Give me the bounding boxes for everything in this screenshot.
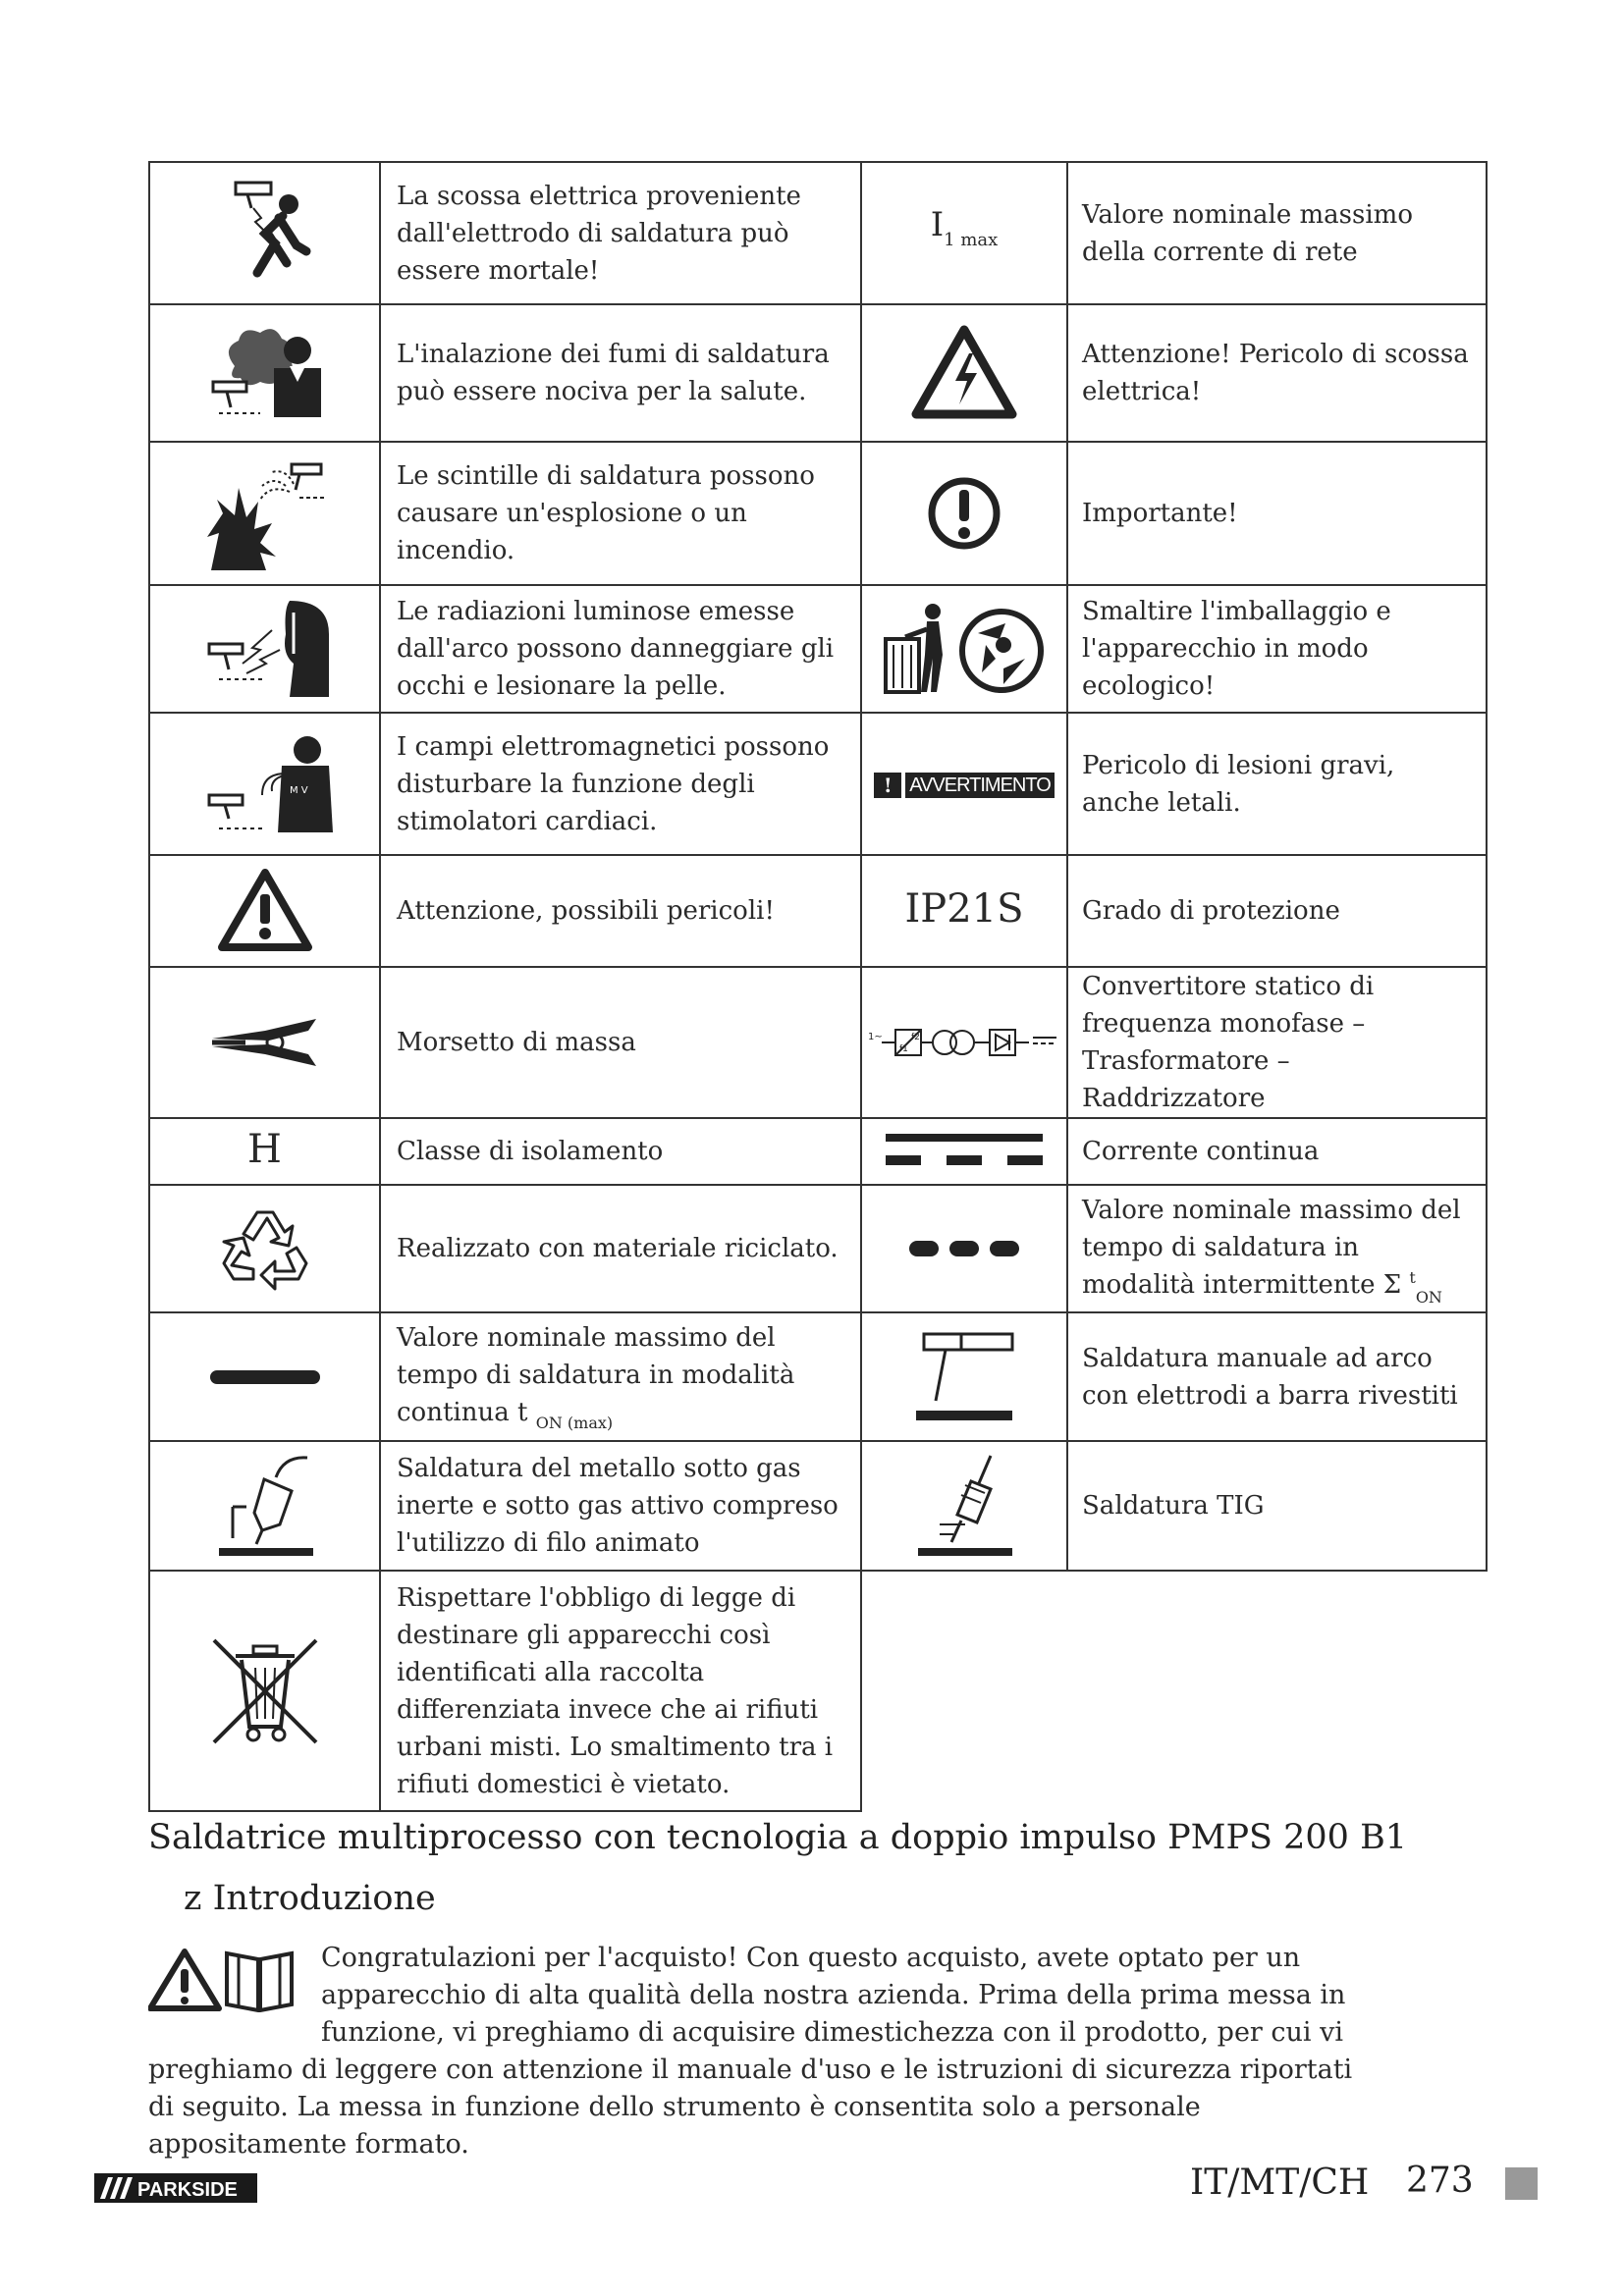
symbol-description: Rispettare l'obbligo di legge di destinare gli apparecchi così identificati alla raccolta differenziata invece che ai rifiuti urbani misti. Lo smaltimento tra i rifiuti domestici è vietato. — [380, 1571, 861, 1811]
welding-fumes-icon — [191, 319, 339, 427]
mma-welding-icon — [910, 1328, 1018, 1426]
section-subtitle: z Introduzione — [184, 1879, 436, 1918]
frequency-converter-icon — [866, 1018, 1062, 1067]
symbol-description: Grado di protezione — [1067, 855, 1487, 967]
page-marker — [1505, 2167, 1538, 2200]
diagram-label: f2 — [911, 1033, 920, 1042]
section-title: Saldatrice multiprocesso con tecnologia a doppio impulso PMPS 200 B1 — [148, 1818, 1408, 1857]
symbol-description: Le scintille di saldatura possono causare un'esplosione o un incendio. — [380, 442, 861, 585]
symbol-description: Attenzione, possibili pericoli! — [380, 855, 861, 967]
manual-book-icon — [227, 1953, 292, 2010]
symbol-description: L'inalazione dei fumi di saldatura può essere nociva per la salute. — [380, 304, 861, 442]
symbol-cell — [149, 162, 380, 304]
diagram-label: f1 — [899, 1044, 908, 1054]
symbol-description: Valore nominale massimo della corrente di rete — [1067, 162, 1487, 304]
ground-clamp-icon — [206, 1013, 324, 1072]
svg-text:M V: M V — [289, 784, 308, 796]
table-row — [149, 585, 1487, 713]
table-row — [149, 162, 1487, 304]
i1max-symbol: $I_{1 max}$ — [930, 204, 999, 250]
symbol-description: Corrente continua — [1067, 1118, 1487, 1185]
symbol-description: Pericolo di lesioni gravi, anche letali. — [1067, 713, 1487, 855]
important-exclamation-icon — [925, 474, 1003, 553]
mig-mag-welding-icon — [211, 1452, 319, 1560]
recycle-icon — [218, 1204, 312, 1293]
svg-text:PARKSIDE: PARKSIDE — [137, 2179, 238, 2201]
symbol-description: Saldatura manuale ad arco con elettrodi a barra rivestiti — [1067, 1312, 1487, 1441]
arc-radiation-icon — [191, 595, 339, 703]
symbol-description: Classe di isolamento — [380, 1118, 861, 1185]
symbol-description: Attenzione! Pericolo di scossa elettrica! — [1067, 304, 1487, 442]
eco-disposal-icon — [876, 600, 1053, 698]
table-row — [149, 1118, 1487, 1185]
warning-label: AVVERTIMENTO — [905, 773, 1055, 798]
symbol-description: I campi elettromagnetici possono disturbare la funzione degli stimolatori cardiaci. — [380, 713, 861, 855]
direct-current-icon — [881, 1130, 1048, 1173]
general-warning-icon — [216, 867, 314, 955]
symbol-description: Valore nominale massimo del tempo di saldatura in modalità continua t $_{ON (max)}$ — [380, 1312, 861, 1441]
symbols-table — [148, 161, 1488, 1812]
symbol-description: Morsetto di massa — [380, 967, 861, 1118]
symbol-description: Realizzato con materiale riciclato. — [380, 1185, 861, 1312]
high-voltage-warning-icon — [910, 324, 1018, 422]
warning-badge — [874, 773, 1055, 798]
symbol-description: Le radiazioni luminose emesse dall'arco possono danneggiare gli occhi e lesionare la pelle. — [380, 585, 861, 713]
warning-triangle-icon: ! — [874, 773, 901, 798]
crossed-bin-icon — [206, 1632, 324, 1750]
electric-shock-electrode-icon — [206, 175, 324, 293]
table-row — [149, 1571, 1487, 1811]
ip-rating-symbol: IP21S — [904, 885, 1024, 932]
table-row — [149, 442, 1487, 585]
symbol-description: Importante! — [1067, 442, 1487, 585]
tig-welding-icon — [910, 1452, 1018, 1560]
intermittent-welding-icon — [905, 1237, 1023, 1260]
table-row — [149, 713, 1487, 855]
intro-icons — [148, 1940, 321, 2048]
table-row — [149, 1441, 1487, 1571]
diagram-label: 1~ — [868, 1032, 883, 1042]
warning-triangle-icon — [150, 1951, 219, 2008]
symbol-description: Valore nominale massimo del tempo di saldatura in modalità intermittente Σ $^t_{ON}$ — [1067, 1185, 1487, 1312]
insulation-class-symbol: H — [247, 1126, 282, 1172]
symbol-cell — [861, 162, 1067, 304]
sparks-explosion-icon — [201, 454, 329, 572]
symbol-description: Saldatura del metallo sotto gas inerte e sotto gas attivo compreso l'utilizzo di filo animato — [380, 1441, 861, 1571]
table-row — [149, 967, 1487, 1118]
intro-paragraph: Congratulazioni per l'acquisto! Con questo acquisto, avete optato per un apparecchio di alta qualità della nostra azienda. Prima della prima messa in funzione, vi preghiamo di acquisire dimestichezza con il prodotto, per cui vi preghiamo di leggere con attenzione il manuale d'uso e le istruzioni di sicurezza riportati di seguito. La messa in funzione dello strumento è consentita solo a personale appositamente formato. — [148, 1940, 1385, 2163]
symbol-description: Saldatura TIG — [1067, 1441, 1487, 1571]
parkside-logo — [94, 2173, 257, 2203]
continuous-welding-icon — [206, 1365, 324, 1389]
page-number: 273 — [1406, 2161, 1474, 2201]
footer-language: IT/MT/CH — [1190, 2163, 1370, 2203]
table-row — [149, 1185, 1487, 1312]
table-row — [149, 1312, 1487, 1441]
table-row — [149, 304, 1487, 442]
symbol-description: La scossa elettrica proveniente dall'elettrodo di saldatura può essere mortale! — [380, 162, 861, 304]
electromagnetic-field-icon — [191, 730, 339, 838]
table-row — [149, 855, 1487, 967]
symbol-description: Convertitore statico di frequenza monofase – Trasformatore – Raddrizzatore — [1067, 967, 1487, 1118]
symbol-description: Smaltire l'imballaggio e l'apparecchio in modo ecologico! — [1067, 585, 1487, 713]
